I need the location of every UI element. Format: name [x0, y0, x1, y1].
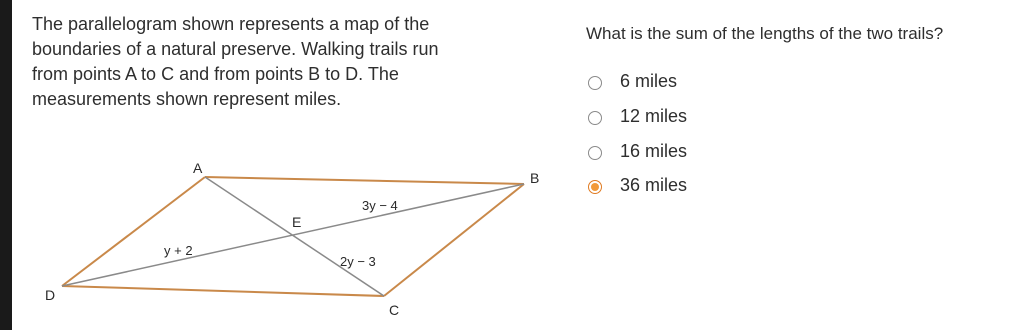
radio-button[interactable] — [588, 146, 602, 160]
side-dc — [62, 286, 384, 296]
answer-prompt: What is the sum of the lengths of the two trails? — [586, 24, 944, 43]
side-bc — [384, 184, 524, 296]
radio-button-selected[interactable] — [588, 180, 602, 194]
option-label: 36 miles — [620, 175, 688, 195]
label-a: A — [193, 160, 203, 176]
radio-button[interactable] — [588, 76, 602, 90]
label-e: E — [292, 214, 302, 230]
option-36-miles[interactable] — [586, 175, 726, 199]
option-label: 16 miles — [620, 141, 688, 161]
option-label: 12 miles — [620, 106, 688, 126]
side-ab — [205, 177, 524, 184]
option-16-miles[interactable] — [586, 141, 726, 165]
diagonal-ac — [205, 177, 384, 296]
label-be: 3y − 4 — [362, 198, 398, 213]
question-line: The parallelogram shown represents a map of the — [32, 14, 430, 34]
label-ec: 2y − 3 — [340, 254, 376, 269]
diagonal-bd — [62, 184, 524, 286]
option-6-miles[interactable] — [586, 71, 726, 95]
option-12-miles[interactable] — [586, 106, 726, 130]
label-b: B — [530, 170, 540, 186]
label-de: y + 2 — [164, 243, 193, 258]
option-label: 6 miles — [620, 71, 678, 91]
question-line: from points A to C and from points B to D. The — [32, 64, 399, 84]
question-line: measurements shown represent miles. — [32, 89, 342, 109]
label-d: D — [45, 287, 56, 303]
radio-button[interactable] — [588, 111, 602, 125]
label-c: C — [389, 302, 400, 318]
question-line: boundaries of a natural preserve. Walking trails run — [32, 39, 439, 59]
